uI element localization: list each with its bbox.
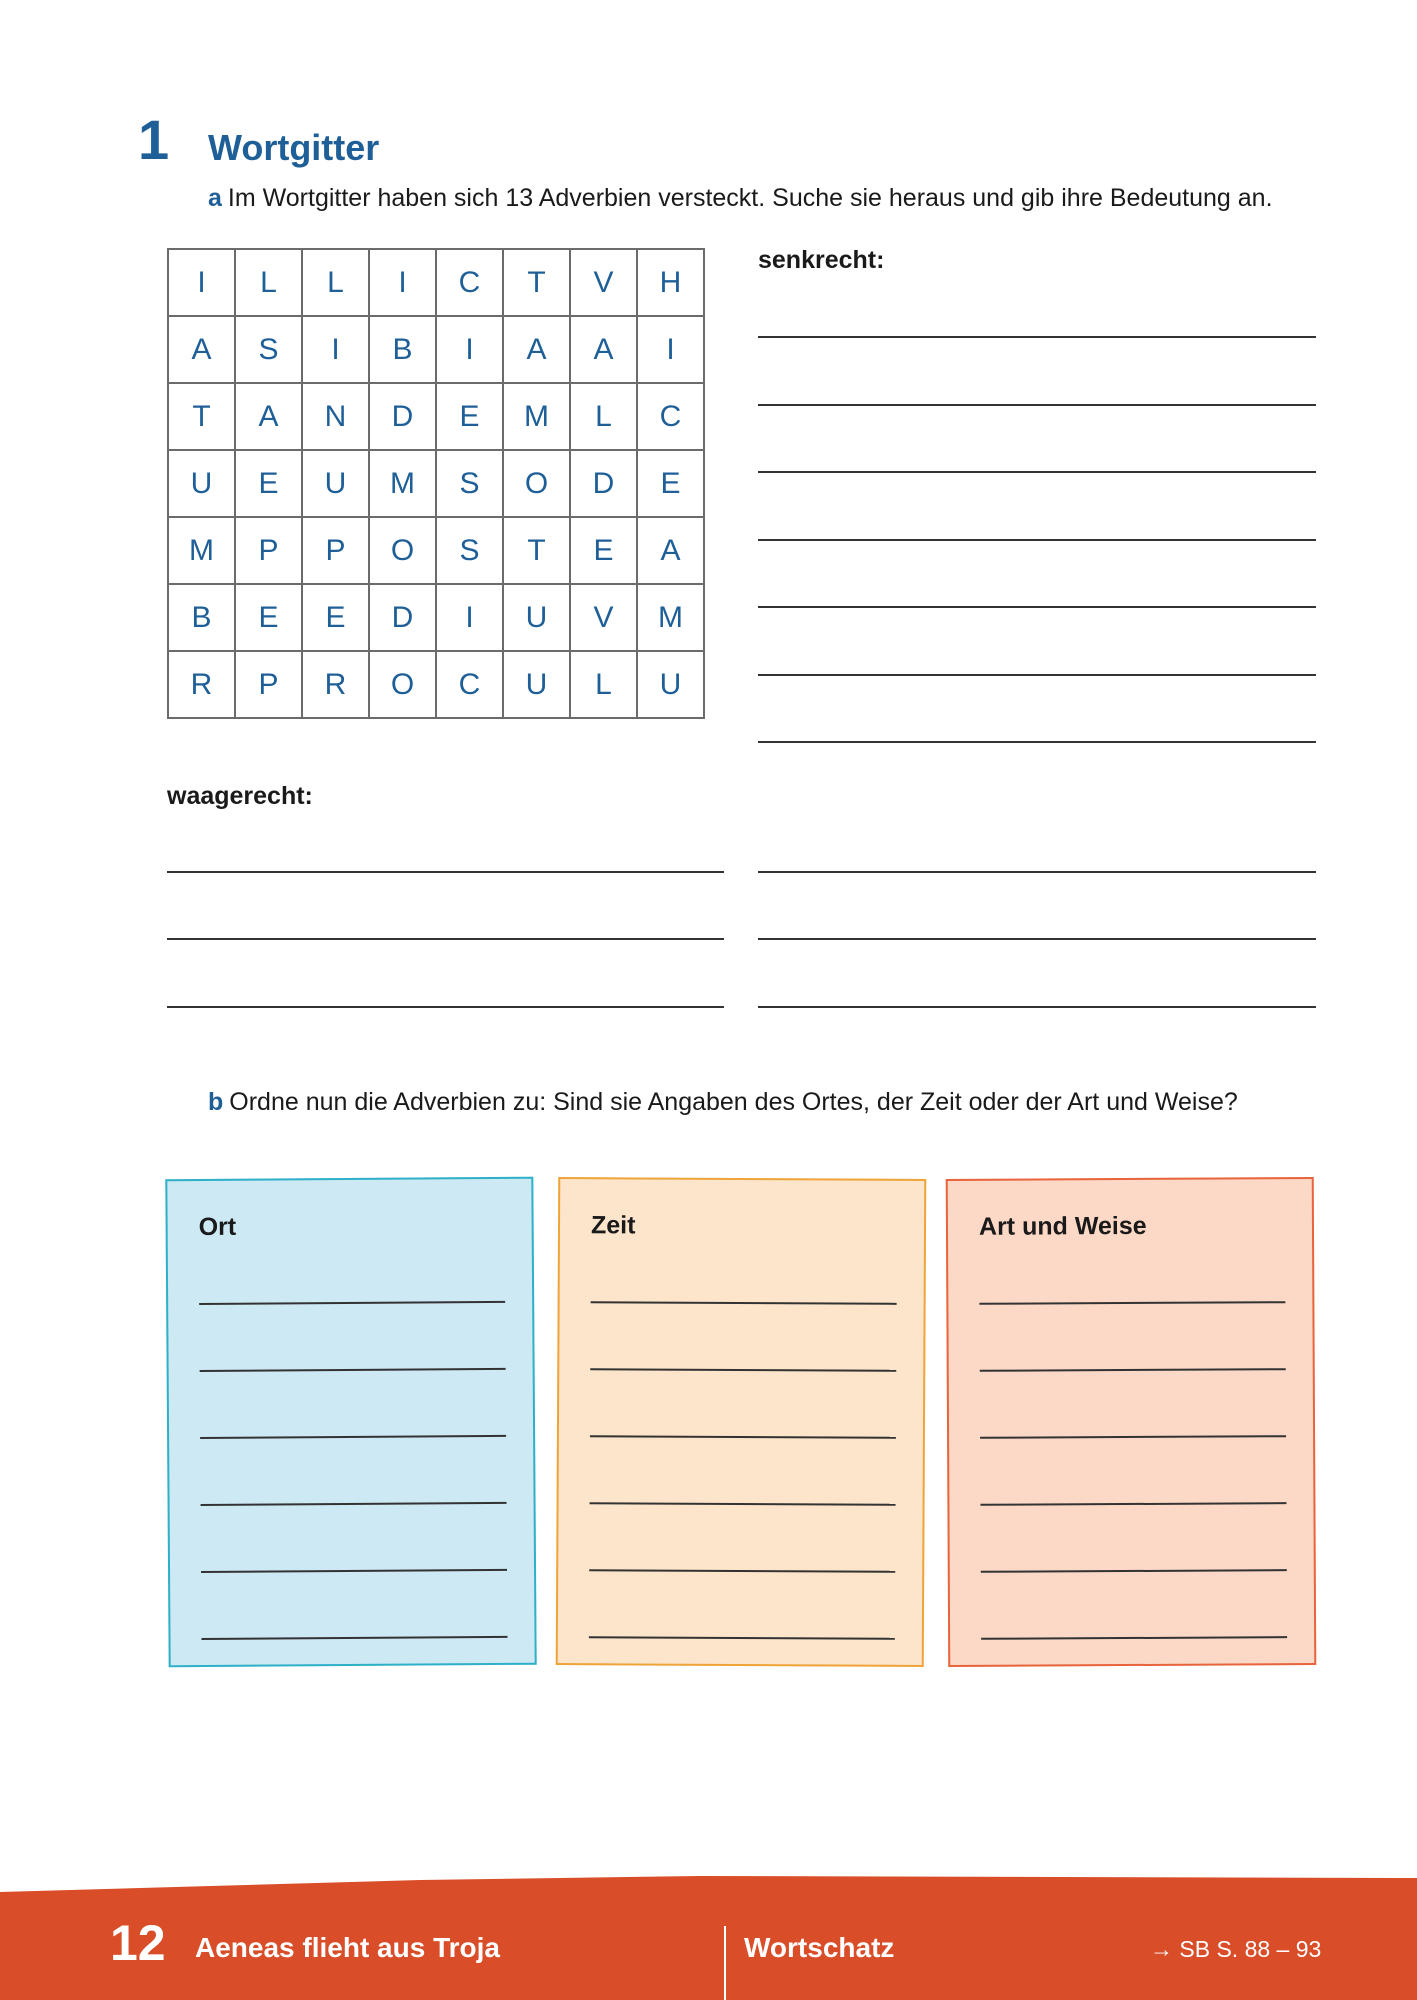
section-title: Wortschatz	[744, 1932, 895, 1963]
grid-cell: A	[637, 517, 704, 584]
grid-cell: O	[369, 517, 436, 584]
grid-cell: D	[369, 584, 436, 651]
grid-cell: A	[235, 383, 302, 450]
grid-cell: I	[302, 316, 369, 383]
grid-cell: P	[302, 517, 369, 584]
answer-line[interactable]	[758, 606, 1316, 608]
answer-line[interactable]	[167, 1006, 724, 1008]
grid-cell: I	[369, 249, 436, 316]
category-card-art-und-weise	[946, 1177, 1317, 1667]
grid-cell: U	[302, 450, 369, 517]
grid-cell: A	[570, 316, 637, 383]
word-search-grid	[167, 248, 705, 719]
category-answer-line[interactable]	[981, 1569, 1287, 1573]
grid-cell: O	[503, 450, 570, 517]
category-answer-line[interactable]	[201, 1569, 507, 1573]
grid-cell: D	[369, 383, 436, 450]
category-answer-line[interactable]	[589, 1569, 895, 1573]
category-title-zeit: Zeit	[590, 1211, 636, 1240]
grid-cell: B	[369, 316, 436, 383]
grid-row	[168, 316, 704, 383]
instruction-a-text: Im Wortgitter haben sich 13 Adverbien versteckt. Suche sie heraus und gib ihre Bedeutung an.	[227, 184, 1273, 212]
grid-cell: M	[637, 584, 704, 651]
category-answer-line[interactable]	[979, 1301, 1285, 1305]
answer-line[interactable]	[167, 938, 724, 940]
grid-cell: P	[235, 651, 302, 718]
footer-divider	[724, 1926, 726, 2000]
category-answer-line[interactable]	[981, 1636, 1287, 1640]
grid-cell: I	[168, 249, 235, 316]
grid-cell: E	[570, 517, 637, 584]
category-title-ort: Ort	[198, 1212, 237, 1242]
page-number: 12	[110, 1915, 166, 1971]
answer-line[interactable]	[758, 1006, 1316, 1008]
answer-line[interactable]	[167, 871, 724, 873]
category-answer-line[interactable]	[201, 1502, 507, 1506]
grid-cell: T	[503, 517, 570, 584]
grid-cell: M	[369, 450, 436, 517]
category-answer-line[interactable]	[591, 1301, 897, 1305]
grid-cell: E	[436, 383, 503, 450]
grid-cell: C	[436, 249, 503, 316]
textbook-reference: → SB S. 88 – 93	[1150, 1936, 1322, 1962]
instruction-a-letter: a	[208, 184, 222, 212]
category-answer-line[interactable]	[200, 1368, 506, 1372]
grid-row	[168, 584, 704, 651]
grid-cell: H	[637, 249, 704, 316]
grid-cell: T	[168, 383, 235, 450]
category-card-zeit	[556, 1177, 927, 1667]
grid-cell: U	[637, 651, 704, 718]
grid-cell: O	[369, 651, 436, 718]
grid-cell: E	[302, 584, 369, 651]
grid-cell: A	[168, 316, 235, 383]
grid-row	[168, 517, 704, 584]
waagerecht-label: waagerecht:	[167, 782, 313, 810]
grid-cell: U	[168, 450, 235, 517]
category-answer-line[interactable]	[200, 1435, 506, 1439]
category-answer-line[interactable]	[980, 1435, 1286, 1439]
grid-cell: D	[570, 450, 637, 517]
grid-row	[168, 249, 704, 316]
category-answer-line[interactable]	[590, 1435, 896, 1439]
grid-cell: R	[302, 651, 369, 718]
category-card-ort	[165, 1177, 536, 1668]
grid-cell: U	[503, 584, 570, 651]
category-answer-line[interactable]	[590, 1502, 896, 1506]
grid-row	[168, 450, 704, 517]
grid-cell: R	[168, 651, 235, 718]
grid-cell: A	[503, 316, 570, 383]
grid-row	[168, 383, 704, 450]
grid-cell: T	[503, 249, 570, 316]
grid-cell: L	[570, 651, 637, 718]
answer-line[interactable]	[758, 938, 1316, 940]
grid-cell: I	[436, 584, 503, 651]
grid-cell: C	[637, 383, 704, 450]
task-title: Wortgitter	[208, 127, 380, 168]
grid-cell: M	[503, 383, 570, 450]
category-answer-line[interactable]	[589, 1636, 895, 1640]
grid-cell: S	[436, 450, 503, 517]
grid-cell: E	[637, 450, 704, 517]
grid-row	[168, 651, 704, 718]
grid-cell: P	[235, 517, 302, 584]
category-answer-line[interactable]	[199, 1301, 505, 1305]
chapter-title: Aeneas flieht aus Troja	[195, 1932, 500, 1963]
answer-line[interactable]	[758, 471, 1316, 473]
grid-cell: S	[235, 316, 302, 383]
task-number: 1	[138, 108, 170, 171]
grid-cell: I	[436, 316, 503, 383]
grid-cell: I	[637, 316, 704, 383]
grid-cell: L	[570, 383, 637, 450]
answer-line[interactable]	[758, 741, 1316, 743]
category-answer-line[interactable]	[202, 1636, 508, 1640]
category-answer-line[interactable]	[980, 1502, 1286, 1506]
grid-cell: C	[436, 651, 503, 718]
grid-cell: U	[503, 651, 570, 718]
instruction-b	[208, 1090, 1238, 1115]
grid-cell: L	[235, 249, 302, 316]
answer-line[interactable]	[758, 871, 1316, 873]
answer-line[interactable]	[758, 674, 1316, 676]
category-answer-line[interactable]	[590, 1368, 896, 1372]
answer-line[interactable]	[758, 404, 1316, 406]
instruction-a	[208, 186, 1273, 211]
grid-cell: M	[168, 517, 235, 584]
grid-cell: E	[235, 450, 302, 517]
answer-line[interactable]	[758, 336, 1316, 338]
category-title-art-und-weise: Art und Weise	[978, 1211, 1147, 1241]
grid-cell: V	[570, 249, 637, 316]
instruction-b-text: Ordne nun die Adverbien zu: Sind sie Angaben des Ortes, der Zeit oder der Art und Weise?	[229, 1088, 1238, 1116]
grid-cell: E	[235, 584, 302, 651]
grid-cell: N	[302, 383, 369, 450]
answer-line[interactable]	[758, 539, 1316, 541]
category-answer-line[interactable]	[980, 1368, 1286, 1372]
senkrecht-label: senkrecht:	[758, 246, 885, 274]
instruction-b-letter: b	[208, 1088, 224, 1116]
grid-cell: S	[436, 517, 503, 584]
grid-cell: L	[302, 249, 369, 316]
grid-cell: B	[168, 584, 235, 651]
grid-cell: V	[570, 584, 637, 651]
